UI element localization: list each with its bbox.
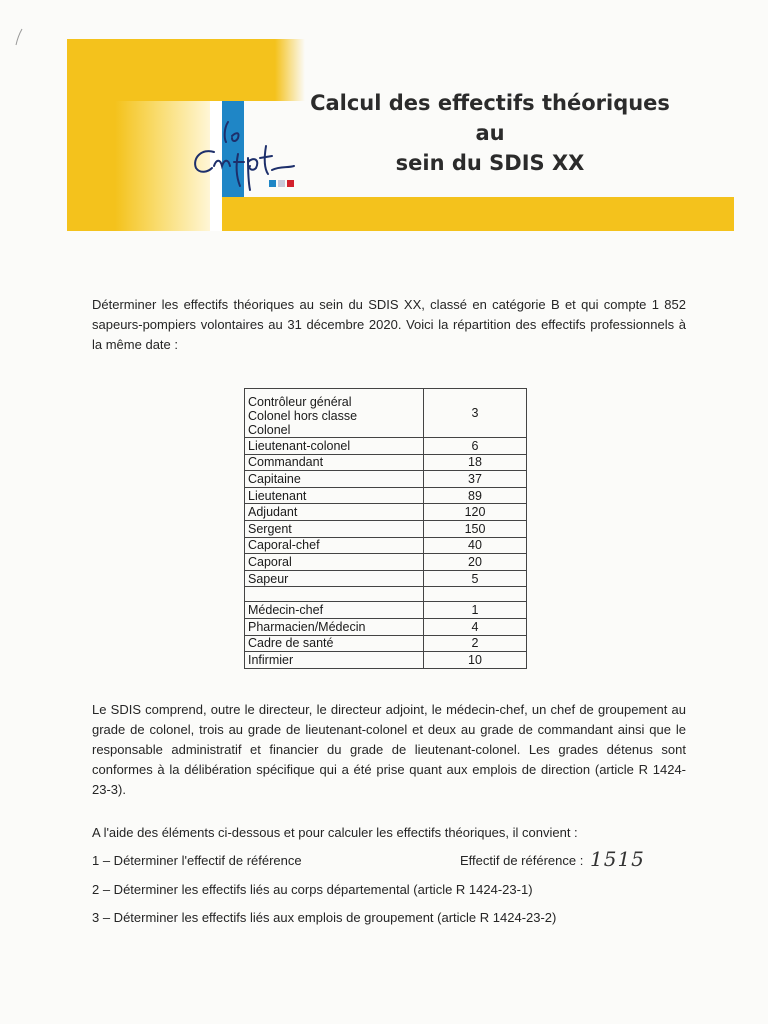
rank-label-line: Colonel [248, 423, 291, 437]
rank-label: Infirmier [245, 652, 424, 669]
rank-count: 6 [424, 438, 527, 455]
rank-count: 1 [424, 602, 527, 619]
rank-label: Lieutenant-colonel [245, 438, 424, 455]
description-paragraph: Le SDIS comprend, outre le directeur, le directeur adjoint, le médecin-chef, un chef de groupement au grade de colonel, trois au grade de lieutenant-colonel et deux au grade de commandant ainsi que le responsable administratif et financier du grade de lieutenant-colonel. Les grades détenus sont conformes à la délibération spécifique qui a été prise quant aux emplois de direction (article R 1424-23-3). [92, 702, 686, 797]
table-row [245, 602, 527, 619]
rank-count: 89 [424, 487, 527, 504]
rank-label-line: Colonel hors classe [248, 409, 358, 423]
reference-label: Effectif de référence : [460, 853, 584, 868]
intro-paragraph: Déterminer les effectifs théoriques au sein du SDIS XX, classé en catégorie B et qui compte 1 852 sapeurs-pompiers volontaires au 31 décembre 2020. Voici la répartition des effectifs professionnels à la même date : [92, 297, 686, 352]
reference-value-handwritten: 1515 [590, 847, 645, 871]
rank-label: Caporal [245, 554, 424, 571]
rank-count: 20 [424, 554, 527, 571]
rank-count: 37 [424, 471, 527, 488]
table-row [245, 537, 527, 554]
rank-label: Commandant [245, 454, 424, 471]
rank-count: 10 [424, 652, 527, 669]
instructions-lead: A l'aide des éléments ci-dessous et pour calculer les effectifs théoriques, il convient : [92, 825, 578, 840]
pen-mark [14, 28, 24, 46]
table-row [245, 438, 527, 455]
table-row [245, 635, 527, 652]
table-row [245, 554, 527, 571]
rank-label: Pharmacien/Médecin [245, 618, 424, 635]
rank-count: 4 [424, 618, 527, 635]
step-3: 3 – Déterminer les effectifs liés aux emplois de groupement (article R 1424-23-2) [92, 910, 557, 925]
table-row [245, 471, 527, 488]
rank-count: 40 [424, 537, 527, 554]
table-row [245, 618, 527, 635]
table-row [245, 652, 527, 669]
title-line-2: sein du SDIS XX [395, 151, 585, 175]
rank-label: Cadre de santé [245, 635, 424, 652]
spacer-cell [245, 587, 424, 602]
logo-yellow-band [222, 197, 244, 231]
rank-count: 5 [424, 570, 527, 587]
rank-count: 3 [424, 389, 527, 438]
rank-count: 150 [424, 520, 527, 537]
rank-label: Capitaine [245, 471, 424, 488]
rank-label: Caporal-chef [245, 537, 424, 554]
page-title [300, 88, 680, 178]
rank-label: Sergent [245, 520, 424, 537]
table-spacer-row [245, 587, 527, 602]
rank-count: 2 [424, 635, 527, 652]
banner-strip-bottom [244, 197, 734, 231]
banner-bar-left [67, 39, 115, 231]
rank-label-line: Contrôleur général [248, 395, 352, 409]
cnfpt-logo [180, 108, 320, 198]
rank-count: 18 [424, 454, 527, 471]
rank-label: Médecin-chef [245, 602, 424, 619]
rank-label: Sapeur [245, 570, 424, 587]
spacer-cell [424, 587, 527, 602]
rank-label [245, 389, 424, 438]
table-row [245, 389, 527, 438]
staff-table [244, 388, 527, 669]
table-row [245, 570, 527, 587]
step-2: 2 – Déterminer les effectifs liés au corps départemental (article R 1424-23-1) [92, 882, 533, 897]
rank-count: 120 [424, 504, 527, 521]
rank-label: Lieutenant [245, 487, 424, 504]
table-row [245, 504, 527, 521]
rank-label: Adjudant [245, 504, 424, 521]
step-1: 1 – Déterminer l'effectif de référence [92, 853, 302, 868]
table-row [245, 487, 527, 504]
banner-bar-top [115, 39, 275, 101]
title-line-1: Calcul des effectifs théoriques au [310, 91, 670, 145]
table-row [245, 454, 527, 471]
table-row [245, 520, 527, 537]
